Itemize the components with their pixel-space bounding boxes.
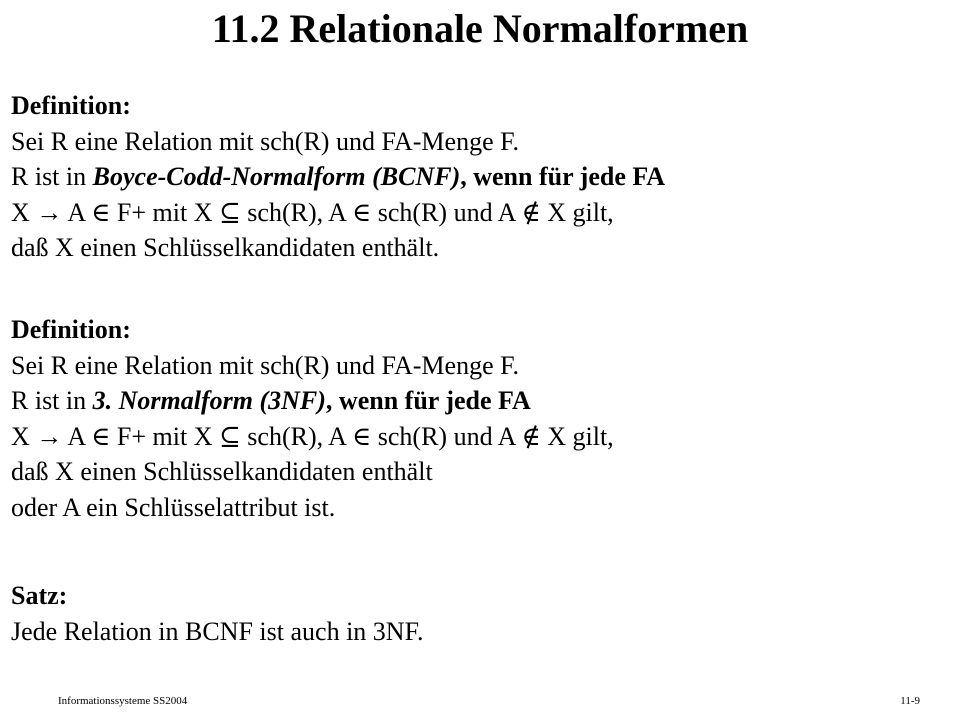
definition-formula: X → A ∈ F+ mit X ⊆ sch(R), A ∈ sch(R) und A ∉ X gilt, [11,197,614,227]
definition-heading: Definition: [11,91,131,120]
page-title: 11.2 Relationale Normalformen [211,6,749,51]
definition-bcnf [11,88,665,266]
definition-text: , wenn für jede FA [460,162,666,191]
definition-line: daß X einen Schlüsselkandidaten enthält [11,457,433,486]
footer-page-number: 11-9 [900,695,920,707]
definition-formula: X → A ∈ F+ mit X ⊆ sch(R), A ∈ sch(R) und A ∉ X gilt, [11,421,614,451]
definition-line [11,159,665,195]
definition-text: R ist in [11,386,93,415]
theorem-heading: Satz: [11,581,68,610]
term-3nf: 3. Normalform (3NF) [92,386,326,415]
definition-line: oder A ein Schlüsselattribut ist. [11,492,336,522]
definition-line [11,383,614,419]
definition-line: daß X einen Schlüsselkandidaten enthält. [11,233,440,262]
theorem [11,578,423,649]
definition-text: , wenn für jede FA [325,386,531,415]
term-bcnf: Boyce-Codd-Normalform (BCNF) [92,162,461,191]
footer-course: Informationssysteme SS2004 [58,695,188,707]
definition-line: Sei R eine Relation mit sch(R) und FA-Menge F. [11,126,519,156]
definition-3nf [11,312,614,525]
definition-heading: Definition: [11,315,131,344]
theorem-line: Jede Relation in BCNF ist auch in 3NF. [11,616,424,646]
definition-line: Sei R eine Relation mit sch(R) und FA-Menge F. [11,350,519,380]
definition-text: R ist in [11,162,93,191]
